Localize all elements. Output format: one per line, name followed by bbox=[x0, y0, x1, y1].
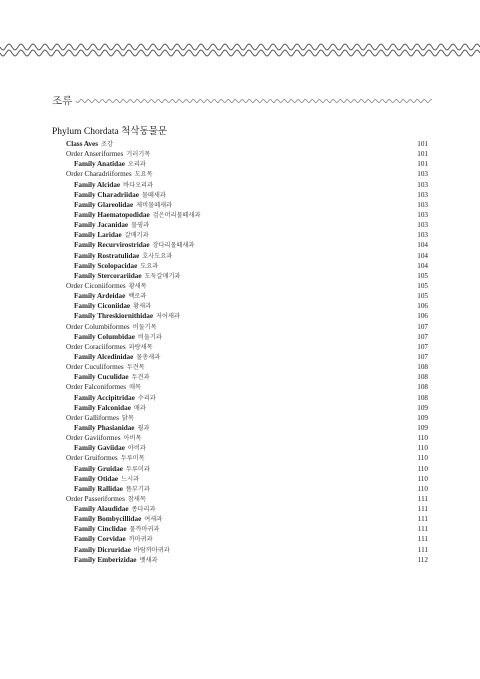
taxon-latin-name: Family Ardeidae bbox=[74, 292, 126, 301]
taxon-korean-name: 바람까마귀과 bbox=[133, 546, 170, 554]
page-number: 101 bbox=[417, 150, 428, 159]
page-number: 108 bbox=[417, 393, 428, 402]
toc-entry-family[interactable] bbox=[66, 545, 428, 555]
taxon-korean-name: 기러기목 bbox=[126, 151, 151, 159]
page-number: 107 bbox=[417, 332, 428, 341]
taxon-korean-name: 두견과 bbox=[131, 374, 150, 382]
taxon-latin-name: Family Alcidae bbox=[74, 180, 121, 189]
taxon-latin-name: Family Recurvirostridae bbox=[74, 241, 150, 250]
taxon-latin-name: Family Scolopacidae bbox=[74, 261, 138, 270]
toc-entry-family[interactable] bbox=[66, 261, 428, 271]
page-number: 107 bbox=[417, 342, 428, 351]
taxon-korean-name: 호사도요과 bbox=[142, 252, 173, 260]
toc-entry-family[interactable] bbox=[66, 301, 428, 311]
taxon-korean-name: 멧새과 bbox=[139, 556, 158, 564]
taxon-latin-name: Order Passeriformes bbox=[66, 494, 125, 503]
section-header bbox=[52, 93, 432, 109]
taxon-korean-name: 도요목 bbox=[134, 171, 153, 179]
taxon-latin-name: Family Laridae bbox=[74, 231, 122, 240]
page-number: 111 bbox=[417, 515, 428, 524]
toc-entry-order[interactable] bbox=[66, 433, 428, 443]
taxon-latin-name: Family Alaudidae bbox=[74, 505, 129, 514]
page-number: 106 bbox=[417, 312, 428, 321]
taxon-latin-name: Family Emberizidae bbox=[74, 555, 137, 564]
toc-entry-family[interactable] bbox=[66, 210, 428, 220]
section-wave-divider bbox=[76, 95, 432, 107]
taxon-latin-name: Family Jacanidae bbox=[74, 221, 129, 230]
toc-entry-family[interactable] bbox=[66, 372, 428, 382]
page-number: 105 bbox=[417, 271, 428, 280]
taxon-latin-name: Family Columbidae bbox=[74, 332, 135, 341]
taxon-korean-name: 두루미목 bbox=[120, 455, 145, 463]
taxon-latin-name: Order Falconiformes bbox=[66, 383, 127, 392]
taxon-korean-name: 백로과 bbox=[128, 293, 147, 301]
taxon-korean-name: 황새과 bbox=[133, 303, 152, 311]
page-number: 107 bbox=[417, 322, 428, 331]
taxon-korean-name: 매과 bbox=[133, 404, 146, 412]
taxon-korean-name: 까마귀과 bbox=[128, 536, 153, 544]
taxon-latin-name: Family Dicruridae bbox=[74, 545, 131, 554]
taxon-korean-name: 매목 bbox=[129, 384, 142, 392]
taxon-latin-name: Order Ciconiiformes bbox=[66, 281, 126, 290]
toc-entry-family[interactable] bbox=[66, 514, 428, 524]
page-number: 110 bbox=[417, 484, 428, 493]
toc-entry-family[interactable] bbox=[66, 220, 428, 230]
toc-entry-family[interactable] bbox=[66, 504, 428, 514]
taxon-latin-name: Family Ciconiidae bbox=[74, 302, 131, 311]
page-number: 109 bbox=[417, 423, 428, 432]
taxon-latin-name: Order Galliformes bbox=[66, 413, 119, 422]
page-number: 104 bbox=[417, 241, 428, 250]
taxon-korean-name: 비둘기과 bbox=[137, 333, 162, 341]
page-number: 103 bbox=[417, 210, 428, 219]
taxon-korean-name: 여새과 bbox=[144, 516, 163, 524]
taxon-latin-name: Order Cuculiformes bbox=[66, 363, 124, 372]
taxon-latin-name: Family Charadriidae bbox=[74, 190, 139, 199]
taxon-latin-name: Family Otidae bbox=[74, 474, 119, 483]
toc-entry-family[interactable] bbox=[66, 474, 428, 484]
page-number: 112 bbox=[417, 555, 428, 564]
page-number: 105 bbox=[417, 292, 428, 301]
taxon-latin-name: Family Threskiornithidae bbox=[74, 312, 154, 321]
taxon-korean-name: 물까마귀과 bbox=[129, 526, 160, 534]
page-number: 103 bbox=[417, 190, 428, 199]
taxon-korean-name: 파랑새목 bbox=[128, 343, 153, 351]
toc-entry-family[interactable] bbox=[66, 484, 428, 494]
taxon-korean-name: 종다리과 bbox=[131, 506, 156, 514]
page-number: 101 bbox=[417, 160, 428, 169]
taxon-korean-name: 검은머리물떼새과 bbox=[152, 211, 201, 219]
taxon-korean-name: 뜸부기과 bbox=[125, 485, 150, 493]
taxon-latin-name: Order Columbiformes bbox=[66, 322, 130, 331]
toc-entry-order[interactable] bbox=[66, 281, 428, 291]
taxon-korean-name: 두견목 bbox=[126, 364, 145, 372]
taxon-latin-name: Family Rallidae bbox=[74, 484, 123, 493]
toc-entry-family[interactable] bbox=[66, 200, 428, 210]
taxon-korean-name: 느시과 bbox=[121, 475, 140, 483]
taxon-latin-name: Family Corvidae bbox=[74, 535, 126, 544]
toc-entry-class[interactable] bbox=[66, 139, 428, 149]
page-number: 108 bbox=[417, 373, 428, 382]
page-number: 109 bbox=[417, 413, 428, 422]
page-number: 106 bbox=[417, 302, 428, 311]
toc-entry-family[interactable] bbox=[66, 291, 428, 301]
page-number: 104 bbox=[417, 251, 428, 260]
taxon-korean-name: 바다오리과 bbox=[123, 181, 154, 189]
taxon-korean-name: 참새목 bbox=[127, 495, 146, 503]
toc-entry-order[interactable] bbox=[66, 413, 428, 423]
page-number: 110 bbox=[417, 454, 428, 463]
phylum-heading: Phylum Chordata 척삭동물문 bbox=[52, 127, 168, 137]
taxon-korean-name: 물총새과 bbox=[136, 353, 161, 361]
header-wave-border bbox=[0, 40, 480, 60]
page-number: 110 bbox=[417, 434, 428, 443]
page-number: 110 bbox=[417, 464, 428, 473]
toc-entry-family[interactable] bbox=[66, 251, 428, 261]
taxon-korean-name: 물떼새과 bbox=[141, 191, 166, 199]
taxon-latin-name: Family Bombycillidae bbox=[74, 515, 142, 524]
taxon-latin-name: Class Aves bbox=[66, 140, 99, 148]
taxon-korean-name: 도둑갈매기과 bbox=[144, 272, 181, 280]
page-number: 111 bbox=[417, 545, 428, 554]
page-number: 103 bbox=[417, 231, 428, 240]
taxon-latin-name: Family Rostratulidae bbox=[74, 251, 140, 260]
toc-entry-order[interactable] bbox=[66, 169, 428, 179]
page-number: 105 bbox=[417, 281, 428, 290]
page-number: 107 bbox=[417, 352, 428, 361]
taxon-korean-name: 저어새과 bbox=[156, 313, 180, 321]
toc-entry-family[interactable] bbox=[66, 393, 428, 403]
taxon-latin-name: Family Cinclidae bbox=[74, 525, 127, 534]
page-number: 108 bbox=[417, 363, 428, 372]
taxon-latin-name: Order Charadriiformes bbox=[66, 170, 132, 179]
toc-entry-family[interactable] bbox=[66, 230, 428, 240]
page-number: 111 bbox=[417, 505, 428, 514]
toc-entry-family[interactable] bbox=[66, 403, 428, 413]
toc-entry-order[interactable] bbox=[66, 453, 428, 463]
toc-entry-order[interactable] bbox=[66, 322, 428, 332]
toc-entry-family[interactable] bbox=[66, 180, 428, 190]
toc-entry-family[interactable] bbox=[66, 524, 428, 534]
taxon-korean-name: 황새목 bbox=[128, 282, 147, 290]
page-number: 103 bbox=[417, 170, 428, 179]
toc-entry-order[interactable] bbox=[66, 362, 428, 372]
taxon-latin-name: Family Glareolidae bbox=[74, 200, 134, 209]
taxon-latin-name: Order Anseriformes bbox=[66, 150, 124, 159]
taxon-korean-name: 비둘기목 bbox=[132, 323, 157, 331]
toc-entry-family[interactable] bbox=[66, 159, 428, 169]
toc-entry-family[interactable] bbox=[66, 190, 428, 200]
taxon-latin-name: Family Falconidae bbox=[74, 403, 131, 412]
section-title: 조류 bbox=[52, 96, 73, 107]
toc-entry-order[interactable] bbox=[66, 382, 428, 392]
taxon-korean-name: 도요과 bbox=[140, 262, 159, 270]
toc-entry-family[interactable] bbox=[66, 271, 428, 281]
page-number: 108 bbox=[417, 383, 428, 392]
taxon-korean-name: 물꿩과 bbox=[131, 222, 150, 230]
toc-entry-family[interactable] bbox=[66, 311, 428, 321]
taxon-latin-name: Family Phasianidae bbox=[74, 423, 135, 432]
taxon-korean-name: 아비과 bbox=[127, 445, 146, 453]
taxon-latin-name: Family Anatidae bbox=[74, 160, 125, 169]
toc-entry-family[interactable] bbox=[66, 352, 428, 362]
taxon-korean-name: 제비물떼새과 bbox=[136, 201, 173, 209]
taxon-korean-name: 두루미과 bbox=[125, 465, 150, 473]
page-number: 110 bbox=[417, 444, 428, 453]
toc-entry-family[interactable] bbox=[66, 555, 428, 565]
toc-entry-order[interactable] bbox=[66, 494, 428, 504]
taxon-korean-name: 조강 bbox=[101, 141, 113, 148]
page-number: 103 bbox=[417, 221, 428, 230]
toc-entry-order[interactable] bbox=[66, 149, 428, 159]
taxon-korean-name: 닭목 bbox=[121, 414, 134, 422]
taxon-korean-name: 갈매기과 bbox=[124, 232, 149, 240]
taxon-latin-name: Family Accipitridae bbox=[74, 393, 135, 402]
taxon-latin-name: Family Alcedinidae bbox=[74, 352, 134, 361]
table-of-contents bbox=[66, 139, 428, 565]
toc-entry-family[interactable] bbox=[66, 332, 428, 342]
taxon-latin-name: Order Gaviiformes bbox=[66, 434, 121, 443]
taxon-korean-name: 꿩과 bbox=[137, 424, 150, 432]
toc-entry-title bbox=[66, 555, 157, 566]
taxon-latin-name: Family Gaviidae bbox=[74, 444, 125, 453]
page-number: 110 bbox=[417, 474, 428, 483]
taxon-korean-name: 오리과 bbox=[127, 161, 146, 169]
taxon-latin-name: Family Haematopodidae bbox=[74, 210, 150, 219]
page-number: 103 bbox=[417, 180, 428, 189]
toc-entry-family[interactable] bbox=[66, 534, 428, 544]
taxon-latin-name: Family Gruidae bbox=[74, 464, 123, 473]
taxon-korean-name: 수리과 bbox=[137, 394, 156, 402]
taxon-latin-name: Order Gruiformes bbox=[66, 454, 118, 463]
taxon-korean-name: 장다리물떼새과 bbox=[152, 242, 195, 250]
page-number: 111 bbox=[417, 535, 428, 544]
page-number: 111 bbox=[417, 525, 428, 534]
toc-entry-order[interactable] bbox=[66, 342, 428, 352]
taxon-latin-name: Family Stercorariidae bbox=[74, 271, 142, 280]
toc-entry-family[interactable] bbox=[66, 240, 428, 250]
toc-entry-family[interactable] bbox=[66, 464, 428, 474]
page-number: 109 bbox=[417, 403, 428, 412]
taxon-korean-name: 아비목 bbox=[123, 435, 142, 443]
page-number: 101 bbox=[417, 140, 428, 148]
page-number: 111 bbox=[417, 494, 428, 503]
taxon-latin-name: Order Coraciiformes bbox=[66, 342, 126, 351]
toc-entry-family[interactable] bbox=[66, 443, 428, 453]
taxon-latin-name: Family Cuculidae bbox=[74, 373, 129, 382]
toc-entry-family[interactable] bbox=[66, 423, 428, 433]
page-number: 104 bbox=[417, 261, 428, 270]
page-number: 103 bbox=[417, 200, 428, 209]
